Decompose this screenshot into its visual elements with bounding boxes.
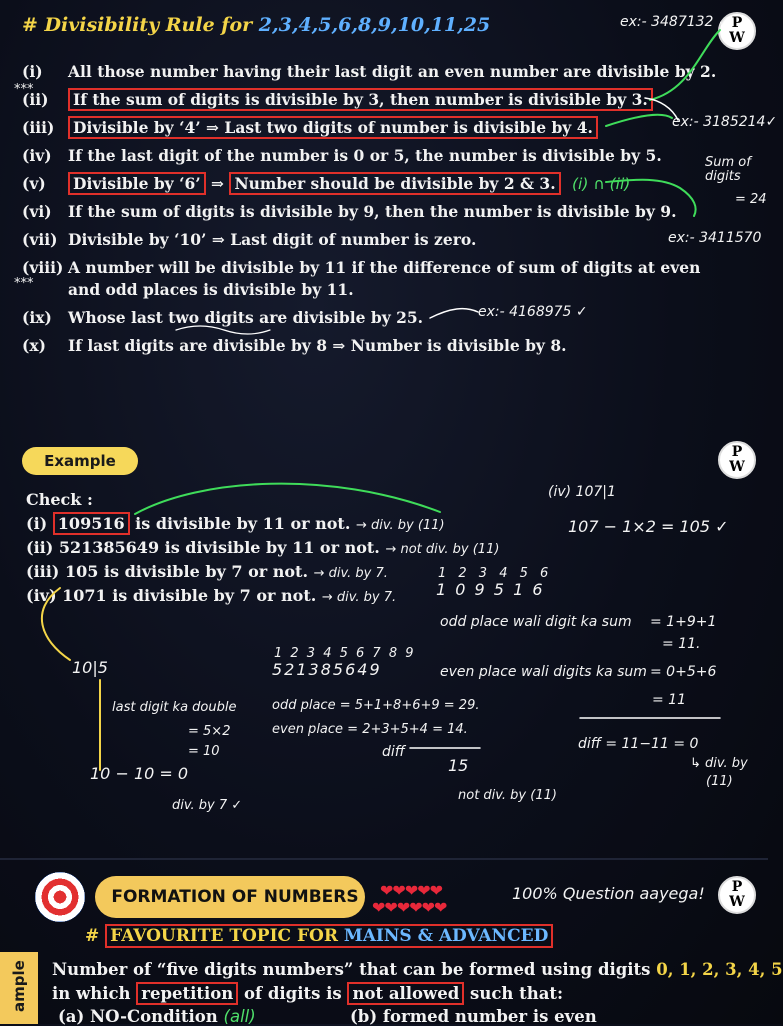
yellow-bracket (42, 588, 70, 660)
underline-wave (176, 326, 270, 334)
calc-105: 10 − 10 = 0 (90, 764, 189, 783)
check-item-ii: (ii) 521385649 is divisible by 11 or not. → not div. by (11) (26, 538, 500, 557)
green-arrow (606, 180, 696, 216)
page-title: # Divisibility Rule for 2,3,4,5,6,8,9,10,11,25 (22, 14, 491, 36)
question-line-1: Number of “five digits numbers” that can be formed using digits 0, 1, 2, 3, 4, 5 (52, 960, 783, 979)
odd-place-total: = 11. (662, 636, 701, 652)
odd-place-label: odd place wali digit ka sum (440, 614, 632, 630)
double-eq1: = 5×2 (188, 724, 231, 739)
favourite-topic: # FAVOURITE TOPIC FOR MAINS & ADVANCED (85, 924, 553, 948)
white-arrow (430, 309, 478, 318)
rule-i: (i) All those number having their last digit an even number are divisible by 2. (22, 62, 717, 81)
odd-place-ii: odd place = 5+1+8+6+9 = 29. (272, 698, 480, 713)
even-place-sum: = 0+5+6 (650, 664, 717, 680)
div-by-11: (11) (706, 774, 733, 789)
option-b: (b) formed number is even (350, 1007, 597, 1026)
green-arrow (650, 30, 720, 100)
star-marks: *** (14, 276, 34, 291)
rule-iii: (iii) Divisible by ‘4’ ⇒ Last two digits of number is divisible by 4. (22, 118, 598, 137)
formation-banner: FORMATION OF NUMBERS (95, 876, 365, 918)
question-line-2: in which repetition of digits is not allowed such that: (52, 984, 564, 1003)
diff-ii-value: 15 (448, 756, 469, 775)
pw-logo: P W (718, 12, 756, 50)
check-heading: Check : (26, 490, 93, 509)
example-annotation: ex:- 4168975 ✓ (478, 304, 588, 320)
side-tab: ample (0, 952, 38, 1024)
section-divider (0, 858, 768, 860)
remark-note: 100% Question aayega! (512, 884, 705, 903)
green-arrow (606, 115, 672, 126)
even-place-label: even place wali digits ka sum (440, 664, 647, 680)
digits-109516: 1 0 9 5 1 6 (436, 580, 545, 599)
example-annotation: ex:- 3185214✓ (672, 114, 778, 130)
rule-viii-cont: and odd places is divisible by 11. (68, 280, 354, 299)
not-div-note: not div. by (11) (458, 788, 557, 803)
rule-iv: (iv) If the last digit of the number is 0 or 5, the number is divisible by 5. (22, 146, 662, 165)
double-eq2: = 10 (188, 744, 220, 759)
star-marks: *** (14, 82, 34, 97)
odd-place-sum: = 1+9+1 (650, 614, 717, 630)
sum-of-digits-note: Sum of digits (705, 155, 751, 184)
check-item-iv: (iv) 1071 is divisible by 7 or not. → div. by 7. (26, 586, 397, 605)
pw-logo: P W (718, 441, 756, 479)
rule-v: (v) Divisible by ‘6’ ⇒ Number should be divisible by 2 & 3. (i) ∩ (ii) (22, 174, 631, 193)
last-digit-double: last digit ka double (112, 700, 237, 715)
digits-521385649: 521385649 (272, 660, 382, 679)
example-annotation: ex:- 3487132 ✓ (620, 14, 730, 30)
rule-ii: (ii) If the sum of digits is divisible by 3, then number is divisible by 3. (22, 90, 653, 109)
green-arrow (135, 484, 440, 514)
digits-105: 10|5 (72, 658, 108, 677)
white-arrow (645, 98, 678, 120)
div-by-note: ↳ div. by (690, 756, 748, 771)
work-iv-title: (iv) 107|1 (548, 484, 616, 500)
pw-logo: P W (718, 876, 756, 914)
rule-vi: (vi) If the sum of digits is divisible by 9, then the number is divisible by 9. (22, 202, 677, 221)
rule-ix: (ix) Whose last two digits are divisible by 25. (22, 308, 424, 327)
hearts-icon: ❤❤❤❤❤ ❤❤❤❤❤❤ (372, 881, 447, 917)
position-labels: 1 2 3 4 5 6 (438, 566, 553, 581)
diff-result: diff = 11−11 = 0 (578, 736, 699, 752)
example-pill: Example (22, 447, 138, 475)
rule-viii: (viii) A number will be divisible by 11 if the difference of sum of digits at even (22, 258, 701, 277)
diff-ii-label: diff (382, 744, 405, 760)
example-annotation: ex:- 3411570 (668, 230, 762, 246)
div-by-7-note: div. by 7 ✓ (172, 798, 243, 813)
check-item-iii: (iii) 105 is divisible by 7 or not. → div. by 7. (26, 562, 388, 581)
even-place-total: = 11 (652, 692, 686, 708)
check-item-i: (i) 109516 is divisible by 11 or not. → div. by (11) (26, 514, 445, 533)
position-labels-ii: 1 2 3 4 5 6 7 8 9 (274, 646, 416, 661)
target-icon (35, 872, 85, 922)
rule-x: (x) If last digits are divisible by 8 ⇒ Number is divisible by 8. (22, 336, 567, 355)
sum-value-note: = 24 (735, 192, 767, 207)
option-a: (a) NO-Condition (all) (58, 1007, 256, 1026)
work-iv-calc: 107 − 1×2 = 105 ✓ (568, 517, 729, 536)
even-place-ii: even place = 2+3+5+4 = 14. (272, 722, 468, 737)
rule-vii: (vii) Divisible by ‘10’ ⇒ Last digit of number is zero. (22, 230, 477, 249)
